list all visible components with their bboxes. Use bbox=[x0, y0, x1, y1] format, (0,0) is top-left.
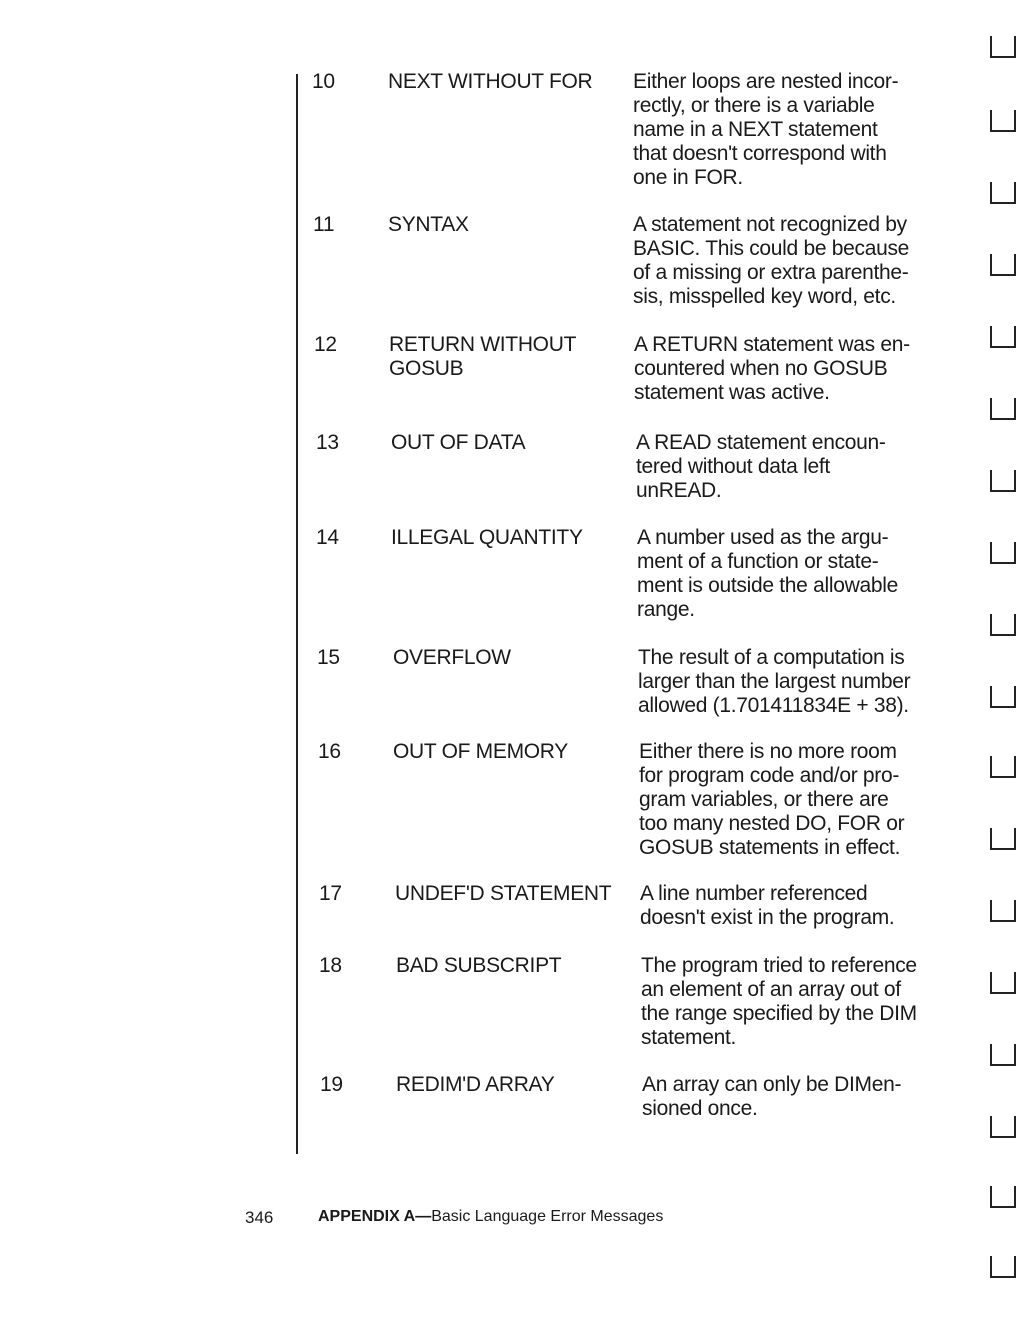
error-name: OVERFLOW bbox=[393, 646, 511, 669]
binder-hole bbox=[990, 36, 1016, 58]
error-code: 17 bbox=[319, 882, 342, 905]
error-name: OUT OF MEMORY bbox=[393, 740, 569, 763]
error-name: BAD SUBSCRIPT bbox=[396, 954, 562, 977]
binder-hole bbox=[990, 1116, 1016, 1138]
running-head bbox=[318, 1208, 663, 1226]
error-code: 11 bbox=[313, 213, 335, 236]
binder-hole bbox=[990, 398, 1016, 420]
page-number: 346 bbox=[245, 1208, 274, 1227]
error-description: A statement not recognized by BASIC. This could be because of a missing or extra parenthe- sis, misspelled key word, etc. bbox=[633, 213, 910, 308]
binder-hole bbox=[990, 110, 1016, 132]
error-code: 10 bbox=[312, 70, 335, 93]
error-code: 18 bbox=[319, 954, 342, 977]
error-code: 12 bbox=[314, 333, 337, 356]
binder-hole bbox=[990, 1256, 1016, 1278]
binder-hole bbox=[990, 972, 1016, 994]
error-description: Either there is no more room for program code and/or pro- gram variables, or there are too many nested DO, FOR or GOSUB statements in effect. bbox=[639, 740, 905, 859]
error-code: 15 bbox=[317, 646, 340, 669]
binder-hole bbox=[990, 182, 1016, 204]
error-description: The program tried to reference an element of an array out of the range specified by the DIM statement. bbox=[641, 954, 917, 1049]
error-description: A READ statement encoun- tered without data left unREAD. bbox=[636, 431, 886, 502]
error-description: A RETURN statement was en- countered when no GOSUB statement was active. bbox=[634, 333, 910, 404]
binder-hole bbox=[990, 326, 1016, 348]
error-code: 13 bbox=[316, 431, 339, 454]
error-name: SYNTAX bbox=[388, 213, 469, 236]
binder-hole bbox=[990, 828, 1016, 850]
error-name: RETURN WITHOUT GOSUB bbox=[389, 333, 577, 380]
error-description: Either loops are nested incor- rectly, or there is a variable name in a NEXT statement that doesn't correspond with one in FOR. bbox=[633, 70, 899, 189]
error-name: NEXT WITHOUT FOR bbox=[388, 70, 593, 93]
error-description: A number used as the argu- ment of a function or state- ment is outside the allowable range. bbox=[637, 526, 898, 621]
error-description: A line number referenced doesn't exist in the program. bbox=[640, 882, 895, 929]
binder-hole bbox=[990, 756, 1016, 778]
error-description: The result of a computation is larger than the largest number allowed (1.701411834E + 38). bbox=[638, 646, 911, 717]
error-description: An array can only be DIMen- sioned once. bbox=[642, 1073, 902, 1120]
appendix-label: APPENDIX A— bbox=[318, 1208, 432, 1225]
binder-hole bbox=[990, 254, 1016, 276]
binder-hole bbox=[990, 542, 1016, 564]
error-code: 16 bbox=[318, 740, 341, 763]
error-code: 19 bbox=[320, 1073, 343, 1096]
binder-hole bbox=[990, 686, 1016, 708]
margin-rule bbox=[296, 74, 298, 1154]
appendix-title: Basic Language Error Messages bbox=[431, 1208, 664, 1225]
binder-hole bbox=[990, 614, 1016, 636]
error-name: ILLEGAL QUANTITY bbox=[391, 526, 583, 549]
error-name: UNDEF'D STATEMENT bbox=[395, 882, 612, 905]
error-name: REDIM'D ARRAY bbox=[396, 1073, 555, 1096]
binder-hole bbox=[990, 1186, 1016, 1208]
error-name: OUT OF DATA bbox=[391, 431, 526, 454]
binder-hole bbox=[990, 900, 1016, 922]
binder-hole bbox=[990, 470, 1016, 492]
error-code: 14 bbox=[316, 526, 339, 549]
binder-holes bbox=[990, 0, 1030, 1329]
binder-hole bbox=[990, 1044, 1016, 1066]
